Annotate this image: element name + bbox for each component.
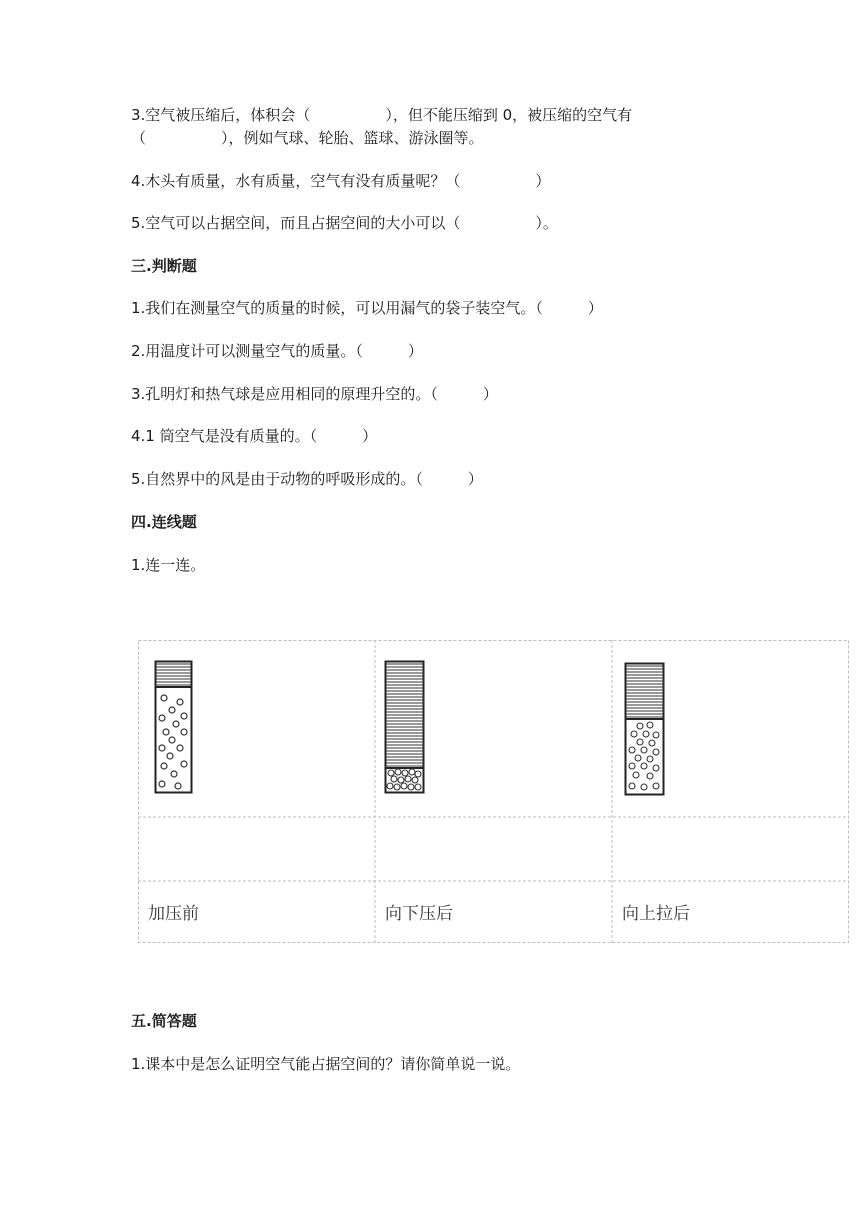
- question-short-answer-1: 1.课本中是怎么证明空气能占据空间的？请你简单说一说。: [131, 1055, 521, 1073]
- question-judge-2: 2.用温度计可以测量空气的质量。（ ）: [131, 342, 423, 360]
- question-judge-1: 1.我们在测量空气的质量的时候，可以用漏气的袋子装空气。（ ）: [131, 299, 603, 317]
- question-fill-4: 4.木头有质量，水有质量，空气有没有质量呢？（ ）: [131, 172, 551, 190]
- section-heading-judge: 三.判断题: [131, 257, 197, 275]
- syringe-pressed-down-icon: [384, 660, 426, 796]
- question-fill-5: 5.空气可以占据空间，而且占据空间的大小可以（ ）。: [131, 214, 558, 232]
- section-heading-short-answer: 五.简答题: [131, 1012, 197, 1030]
- section-heading-match: 四.连线题: [131, 513, 197, 531]
- label-pulled-up: 向上拉后: [622, 904, 690, 924]
- matching-table-grid: [138, 640, 849, 943]
- question-fill-3-line2: （ ），例如气球、轮胎、篮球、游泳圈等。: [131, 129, 484, 147]
- question-match-1: 1.连一连。: [131, 556, 206, 574]
- matching-table: [138, 640, 849, 943]
- syringe-before-press-icon: [154, 660, 194, 796]
- question-fill-3-line1: 3.空气被压缩后，体积会（ ），但不能压缩到 0，被压缩的空气有: [131, 106, 633, 124]
- syringe-pulled-up-icon: [624, 662, 666, 798]
- question-judge-4: 4.1 筒空气是没有质量的。（ ）: [131, 427, 378, 445]
- label-before-press: 加压前: [148, 904, 199, 924]
- label-pressed-down: 向下压后: [385, 904, 453, 924]
- question-judge-5: 5.自然界中的风是由于动物的呼吸形成的。（ ）: [131, 470, 483, 488]
- question-judge-3: 3.孔明灯和热气球是应用相同的原理升空的。（ ）: [131, 385, 498, 403]
